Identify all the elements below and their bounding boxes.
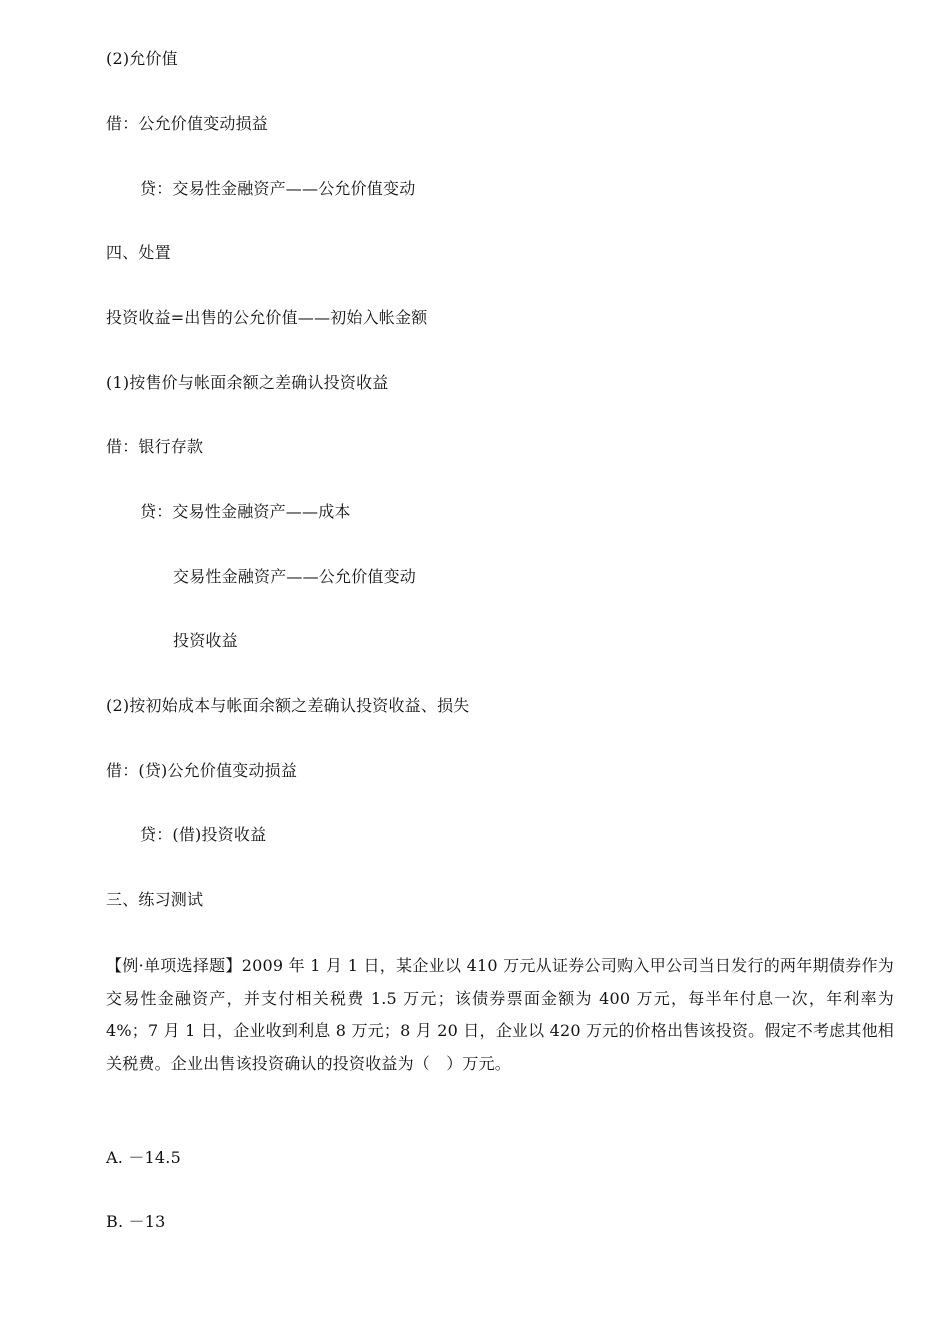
text-line-step-2: (2)按初始成本与帐面余额之差确认投资收益、损失	[106, 696, 470, 715]
option-b: B. －13	[106, 1212, 166, 1231]
text-line-step-1: (1)按售价与帐面余额之差确认投资收益	[106, 373, 389, 392]
text-line-credit-cost: 贷：交易性金融资产——成本	[140, 502, 351, 521]
text-line-fair-value-heading: (2)允价值	[106, 49, 178, 68]
text-line-debit-bank: 借：银行存款	[106, 437, 204, 456]
section-heading-practice: 三、练习测试	[106, 890, 204, 909]
text-line-credit-investment-income: 贷：(借)投资收益	[140, 825, 267, 844]
question-paragraph: 【例·单项选择题】2009 年 1 月 1 日，某企业以 410 万元从证券公司购入甲公司当日发行的两年期债券作为交易性金融资产，并支付相关税费 1.5 万元；该债券票面金额为 400 万元，每半年付息一次，年利率为 4%；7 月 1 日，企业收到利息 8 万元；8 月 20 日，企业以 420 万元的价格出售该投资。假定不考虑其他相关税费。企业出售该投资确认的投资收益为（ ）万元。	[106, 956, 894, 1073]
option-a: A. －14.5	[106, 1148, 181, 1167]
section-heading-disposal: 四、处置	[106, 243, 171, 262]
text-line-credit-fair-value: 交易性金融资产——公允价值变动	[173, 567, 417, 586]
text-line-debit-entry: 借：公允价值变动损益	[106, 114, 269, 133]
text-line-formula: 投资收益=出售的公允价值——初始入帐金额	[106, 308, 428, 327]
text-line-debit-change: 借：(贷)公允价值变动损益	[106, 761, 298, 780]
text-line-credit-entry: 贷：交易性金融资产——公允价值变动	[140, 179, 416, 198]
text-line-credit-income: 投资收益	[173, 631, 238, 650]
